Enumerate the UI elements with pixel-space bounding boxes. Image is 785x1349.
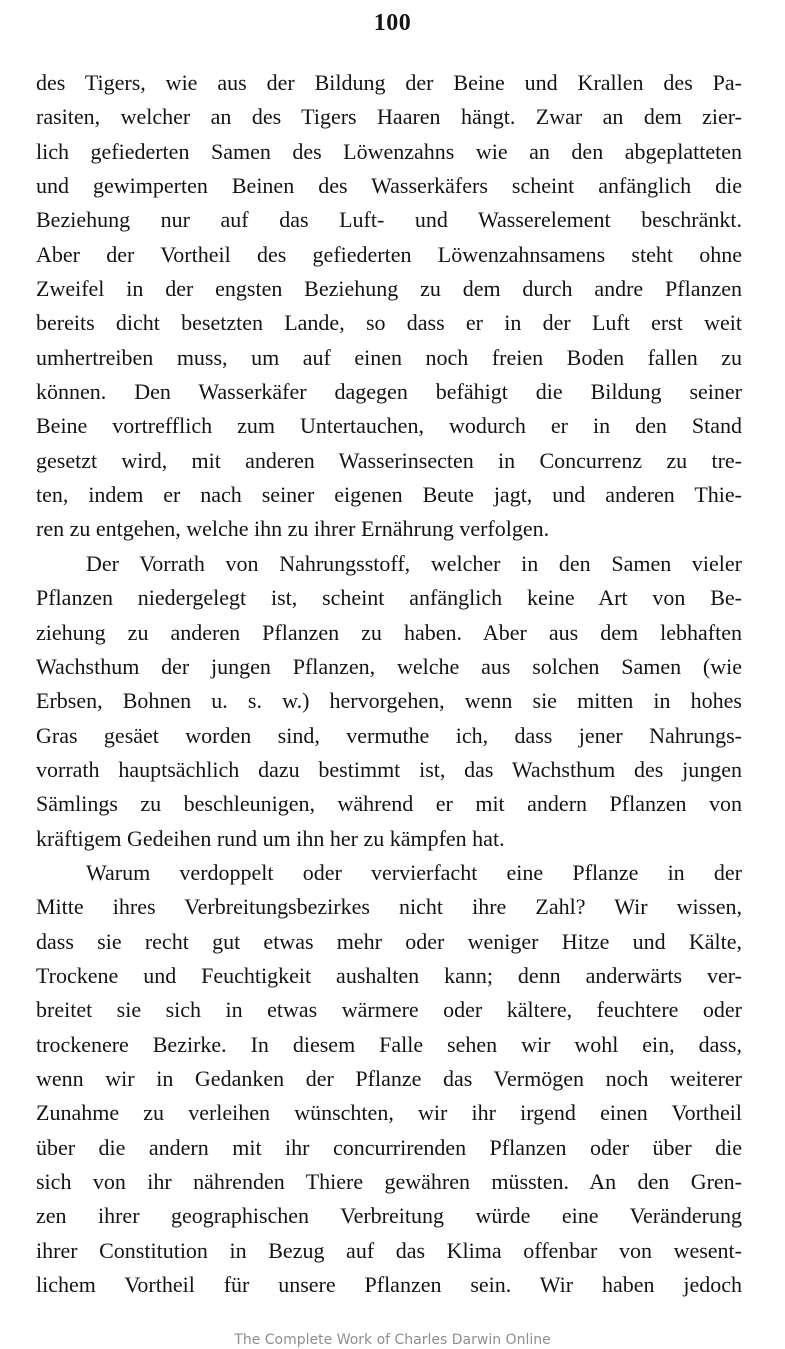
text-line: Erbsen, Bohnen u. s. w.) hervorgehen, wenn sie mitten in hohes xyxy=(36,688,742,714)
text-line: und gewimperten Beinen des Wasserkäfers scheint anfänglich die xyxy=(36,173,742,199)
text-line: Sämlings zu beschleunigen, während er mit andern Pflanzen von xyxy=(36,791,742,817)
text-line: können. Den Wasserkäfer dagegen befähigt die Bildung seiner xyxy=(36,379,742,405)
text-line: rasiten, welcher an des Tigers Haaren hängt. Zwar an dem zier- xyxy=(36,104,742,130)
text-line: ziehung zu anderen Pflanzen zu haben. Aber aus dem lebhaften xyxy=(36,619,742,645)
text-line: trockenere Bezirke. In diesem Falle sehen wir wohl ein, dass, xyxy=(36,1031,742,1057)
text-line: ihrer Constitution in Bezug auf das Klima offenbar von wesent- xyxy=(36,1237,742,1263)
text-line: des Tigers, wie aus der Bildung der Beine und Krallen des Pa- xyxy=(36,70,742,95)
text-line: Mitte ihres Verbreitungsbezirkes nicht ihre Zahl? Wir wissen, xyxy=(36,894,742,920)
text-line: Pflanzen niedergelegt ist, scheint anfänglich keine Art von Be- xyxy=(36,585,742,611)
text-line: Beziehung nur auf das Luft- und Wasserelement beschränkt. xyxy=(36,207,742,233)
text-line: vorrath hauptsächlich dazu bestimmt ist, das Wachsthum des jungen xyxy=(36,756,742,782)
text-line: Warum verdoppelt oder vervierfacht eine Pflanze in der xyxy=(86,859,742,885)
text-line: ren zu entgehen, welche ihn zu ihrer Ernährung verfolgen. xyxy=(36,516,550,542)
text-line: wenn wir in Gedanken der Pflanze das Vermögen noch weiterer xyxy=(36,1065,742,1091)
text-line: dass sie recht gut etwas mehr oder weniger Hitze und Kälte, xyxy=(36,928,742,954)
text-line: Der Vorrath von Nahrungsstoff, welcher in den Samen vieler xyxy=(86,550,742,576)
text-line: gesetzt wird, mit anderen Wasserinsecten in Concurrenz zu tre- xyxy=(36,447,742,473)
text-line: zen ihrer geographischen Verbreitung würde eine Veränderung xyxy=(36,1203,742,1229)
text-line: breitet sie sich in etwas wärmere oder kältere, feuchtere oder xyxy=(36,997,742,1023)
text-line: ten, indem er nach seiner eigenen Beute jagt, und anderen Thie- xyxy=(36,482,742,508)
text-line: Zunahme zu verleihen wünschten, wir ihr irgend einen Vortheil xyxy=(36,1100,742,1126)
text-line: umhertreiben muss, um auf einen noch freien Boden fallen zu xyxy=(36,344,742,370)
text-line: Aber der Vortheil des gefiederten Löwenzahnsamens steht ohne xyxy=(36,241,742,267)
text-line: bereits dicht besetzten Lande, so dass er in der Luft erst weit xyxy=(36,310,742,336)
text-line: über die andern mit ihr concurrirenden Pflanzen oder über die xyxy=(36,1134,742,1160)
book-text xyxy=(36,66,742,1302)
page-number: 100 xyxy=(373,10,412,36)
text-line: sich von ihr nährenden Thiere gewähren müssten. An den Gren- xyxy=(36,1169,742,1194)
text-line: Zweifel in der engsten Beziehung zu dem durch andre Pflanzen xyxy=(36,276,742,302)
text-line: kräftigem Gedeihen rund um ihn her zu kämpfen hat. xyxy=(36,825,505,851)
text-line: Trockene und Feuchtigkeit aushalten kann; denn anderwärts ver- xyxy=(36,962,742,988)
text-line: lichem Vortheil für unsere Pflanzen sein. Wir haben jedoch xyxy=(36,1272,742,1298)
text-line: Beine vortrefflich zum Untertauchen, wodurch er in den Stand xyxy=(36,413,742,439)
text-line: Wachsthum der jungen Pflanzen, welche aus solchen Samen (wie xyxy=(36,653,742,679)
footer-credit: The Complete Work of Charles Darwin Online xyxy=(234,1332,551,1348)
text-line: lich gefiederten Samen des Löwenzahns wie an den abgeplatteten xyxy=(36,138,742,164)
text-line: Gras gesäet worden sind, vermuthe ich, dass jener Nahrungs- xyxy=(36,722,742,748)
